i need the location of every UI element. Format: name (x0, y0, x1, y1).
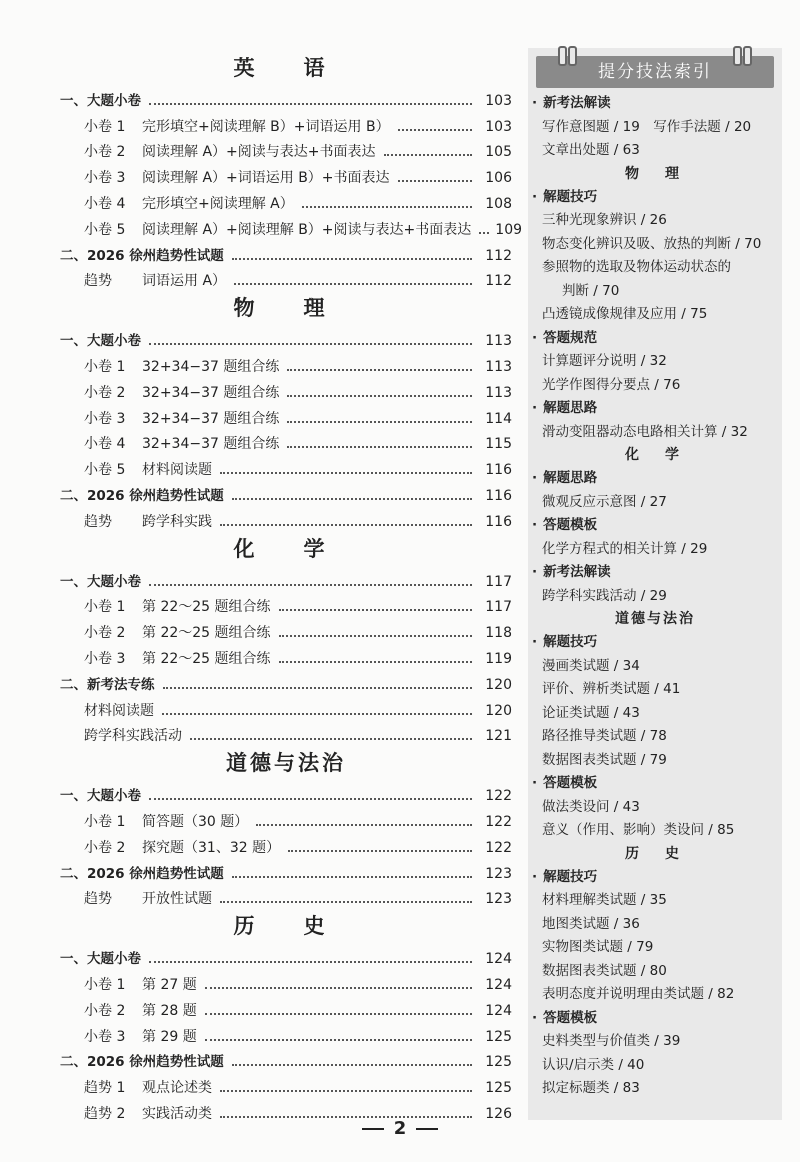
index-item[interactable]: 表明态度并说明理由类试题 / 82 (542, 986, 735, 1002)
leader-dots (149, 343, 472, 345)
toc-page-number: 106 (485, 170, 512, 187)
leader-dots (232, 1064, 472, 1066)
page-footer (0, 1118, 800, 1139)
leader-dots (287, 369, 472, 371)
toc-entry-row[interactable] (60, 161, 512, 187)
leader-dots (190, 738, 472, 740)
toc-entry-row[interactable] (60, 591, 512, 617)
leader-dots (149, 584, 472, 586)
toc-page-number: 118 (485, 625, 512, 642)
toc-entry-key: 小卷 2 (84, 384, 126, 401)
toc-entry-title: 完形填空+阅读理解 A） (142, 195, 294, 212)
index-category: · 解题思路 (528, 467, 782, 491)
index-category: · 答题模板 (528, 772, 782, 796)
index-item[interactable]: 凸透镜成像规律及应用 / 75 (542, 306, 708, 322)
index-item[interactable]: 文章出处题 / 63 (542, 142, 640, 158)
toc-page-number: 112 (485, 273, 512, 290)
toc-label (60, 1053, 224, 1071)
toc-label (84, 727, 182, 745)
toc-page-number: 120 (485, 702, 512, 719)
toc-label (60, 92, 141, 110)
table-of-contents (60, 50, 523, 1123)
leader-dots (279, 661, 472, 663)
toc-entry-key: 小卷 3 (84, 170, 126, 187)
index-item[interactable]: 化学方程式的相关计算 / 29 (542, 540, 708, 557)
leader-dots (220, 472, 472, 474)
leader-dots (288, 850, 472, 852)
toc-entry-key: 小卷 3 (84, 1028, 126, 1045)
toc-entry-key: 小卷 5 (84, 221, 126, 238)
index-subject-heading: 道德与法治 (615, 611, 695, 627)
toc-entry-title: 32+34−37 题组合练 (142, 410, 280, 427)
toc-section-row[interactable] (60, 779, 512, 805)
index-category: · 答题规范 (528, 327, 782, 351)
toc-entry-row[interactable] (60, 402, 512, 428)
toc-entry-row[interactable] (60, 1020, 512, 1046)
toc-section-row[interactable] (60, 239, 512, 265)
toc-entry-title: 二、2026 徐州趋势性试题 (60, 865, 224, 882)
subject-heading: 道德与法治 (226, 750, 346, 776)
binder-ring-icon (743, 46, 752, 66)
index-item[interactable]: 数据图表类试题 / 79 (542, 751, 667, 768)
toc-entry-row[interactable] (60, 968, 512, 994)
leader-dots (287, 421, 472, 423)
toc-entry-row[interactable] (60, 720, 512, 746)
toc-entry-title: 一、大题小卷 (60, 788, 141, 805)
leader-dots (205, 987, 472, 989)
leader-dots (302, 206, 472, 208)
toc-page-number: 112 (485, 247, 512, 264)
index-category: · 新考法解读 (528, 92, 782, 116)
toc-entry-title: 阅读理解 A）+词语运用 B）+书面表达 (142, 170, 390, 187)
toc-label (84, 461, 212, 479)
index-item[interactable]: 做法类设问 / 43 (542, 798, 640, 815)
index-item[interactable]: 计算题评分说明 / 32 (542, 353, 667, 369)
toc-entry-title: 实践活动类 (142, 1105, 212, 1122)
toc-entry-row[interactable] (60, 1071, 512, 1097)
index-item[interactable]: 数据图表类试题 / 80 (542, 962, 667, 979)
toc-label (60, 573, 141, 591)
toc-page-number: 114 (485, 410, 512, 427)
toc-label (84, 143, 376, 161)
toc-entry-title: 第 22～25 题组合练 (142, 625, 271, 642)
toc-entry-title: 简答题（30 题） (142, 813, 249, 830)
toc-page-number: 124 (485, 976, 512, 993)
toc-label (84, 358, 279, 376)
leader-dots (234, 283, 472, 285)
toc-entry-key: 小卷 1 (84, 118, 126, 135)
toc-entry-title: 第 22～25 题组合练 (142, 650, 271, 667)
toc-entry-title: 一、大题小卷 (60, 573, 141, 590)
toc-entry-row[interactable] (60, 110, 512, 136)
toc-label (60, 487, 224, 505)
leader-dots (287, 395, 472, 397)
toc-entry-key: 趋势 (84, 273, 112, 290)
toc-label (84, 272, 226, 290)
toc-entry-key: 小卷 2 (84, 625, 126, 642)
index-category: · 解题思路 (528, 397, 782, 421)
toc-page-number: 116 (485, 513, 512, 530)
index-subject-heading: 化 学 (625, 447, 685, 463)
subject-heading: 英 语 (233, 55, 339, 80)
toc-entry-title: 32+34−37 题组合练 (142, 436, 280, 453)
toc-label (84, 598, 271, 616)
toc-section-row[interactable] (60, 942, 512, 968)
toc-page-number: 103 (485, 92, 512, 109)
index-item[interactable]: 实物图类试题 / 79 (542, 939, 654, 955)
toc-page-number: 117 (485, 599, 512, 616)
toc-entry-row[interactable] (60, 694, 512, 720)
toc-entry-key: 小卷 4 (84, 195, 126, 212)
toc-entry-key: 小卷 3 (84, 410, 126, 427)
toc-page-number: 113 (485, 358, 512, 375)
index-item[interactable]: 滑动变阻器动态电路相关计算 / 32 (542, 423, 748, 440)
index-item[interactable]: 地图类试题 / 36 (542, 915, 640, 932)
toc-entry-row[interactable] (60, 994, 512, 1020)
subject-heading: 历 史 (233, 913, 339, 939)
toc-entry-row[interactable] (60, 883, 512, 909)
toc-entry-row[interactable] (60, 805, 512, 831)
toc-entry-title: 二、2026 徐州趋势性试题 (60, 487, 224, 504)
index-category: · 解题技巧 (528, 866, 782, 890)
index-item[interactable]: 三种光现象辨识 / 26 (542, 212, 667, 228)
toc-label (84, 1002, 197, 1020)
index-item[interactable]: 论证类试题 / 43 (542, 704, 640, 721)
toc-page-number: 125 (485, 1028, 512, 1045)
toc-section-row[interactable] (60, 324, 512, 350)
toc-label (60, 865, 224, 883)
toc-entry-title: 二、2026 徐州趋势性试题 (60, 1054, 224, 1071)
leader-dots (232, 498, 472, 500)
toc-entry-row[interactable] (60, 265, 512, 291)
index-panel-header (536, 56, 774, 88)
toc-label (84, 624, 271, 642)
toc-page-number: 109 (495, 221, 523, 238)
toc-entry-title: 第 28 题 (142, 1002, 197, 1019)
toc-page-number: 123 (485, 891, 512, 908)
leader-dots (384, 154, 473, 156)
toc-entry-row[interactable] (60, 616, 512, 642)
leader-dots (398, 180, 472, 182)
leader-dots (162, 713, 472, 715)
toc-entry-row[interactable] (60, 642, 512, 668)
index-category: · 答题模板 (528, 1007, 782, 1031)
toc-entry-title: 探究题（31、32 题） (142, 839, 281, 856)
toc-label (84, 221, 471, 239)
toc-label (84, 118, 390, 136)
toc-page-number: 120 (485, 676, 512, 693)
toc-section-row[interactable] (60, 565, 512, 591)
toc-entry-title: 词语运用 A） (142, 273, 227, 290)
toc-entry-key: 趋势 1 (84, 1080, 126, 1097)
toc-label (60, 950, 141, 968)
toc-section-row[interactable] (60, 857, 512, 883)
toc-label (84, 410, 279, 428)
toc-label (84, 890, 212, 908)
toc-page-number: 123 (485, 865, 512, 882)
toc-label (84, 435, 279, 453)
toc-label (60, 332, 141, 350)
toc-label (84, 813, 248, 831)
toc-section-row[interactable] (60, 479, 512, 505)
toc-label (84, 650, 271, 668)
toc-entry-title: 二、新考法专练 (60, 676, 155, 693)
leader-dots (279, 609, 472, 611)
toc-entry-key: 趋势 (84, 891, 112, 908)
leader-dots (205, 1039, 472, 1041)
toc-label (84, 976, 197, 994)
toc-page-number: 122 (485, 788, 512, 805)
index-category: · 解题技巧 (528, 186, 782, 210)
toc-entry-title: 完形填空+阅读理解 B）+词语运用 B） (142, 118, 390, 135)
toc-entry-title: 第 27 题 (142, 976, 197, 993)
toc-entry-title: 材料阅读题 (142, 462, 212, 479)
toc-label (84, 195, 294, 213)
toc-page-number: 124 (485, 1002, 512, 1019)
toc-entry-title: 32+34−37 题组合练 (142, 358, 280, 375)
toc-entry-key: 小卷 2 (84, 144, 126, 161)
index-item[interactable]: 拟定标题类 / 83 (542, 1080, 640, 1096)
index-item[interactable]: 判断 / 70 (562, 282, 620, 299)
binder-ring-icon (733, 46, 742, 66)
toc-page-number: 125 (485, 1080, 512, 1097)
index-item[interactable]: 史料类型与价值类 / 39 (542, 1033, 681, 1049)
toc-page-number: 117 (485, 573, 512, 590)
toc-entry-key: 小卷 1 (84, 976, 126, 993)
leader-dots (149, 798, 472, 800)
index-item[interactable]: 跨学科实践活动 / 29 (542, 587, 667, 604)
toc-entry-title: 跨学科实践 (142, 513, 212, 530)
toc-label (84, 169, 390, 187)
toc-entry-row[interactable] (60, 376, 512, 402)
toc-label (84, 1028, 197, 1046)
toc-entry-row[interactable] (60, 213, 523, 239)
leader-dots (149, 961, 472, 963)
leader-dots (205, 1013, 472, 1015)
toc-label (84, 384, 279, 402)
toc-page-number: 116 (485, 462, 512, 479)
index-item[interactable]: 物态变化辨识及吸、放热的判断 / 70 (542, 235, 762, 252)
index-list (528, 92, 782, 1101)
binder-ring-icon (558, 46, 567, 66)
toc-entry-key: 小卷 3 (84, 650, 126, 667)
toc-section-row[interactable] (60, 1046, 512, 1072)
toc-entry-title: 阅读理解 A）+阅读理解 B）+阅读与表达+书面表达 (142, 221, 472, 238)
toc-entry-title: 二、2026 徐州趋势性试题 (60, 247, 224, 264)
leader-dots (256, 824, 472, 826)
index-item[interactable]: 微观反应示意图 / 27 (542, 493, 667, 510)
toc-page-number: 113 (485, 333, 512, 350)
toc-label (84, 513, 212, 531)
toc-page-number: 115 (485, 436, 512, 453)
toc-label (60, 247, 224, 265)
toc-entry-row[interactable] (60, 350, 512, 376)
toc-entry-title: 观点论述类 (142, 1080, 212, 1097)
index-item[interactable]: 漫画类试题 / 34 (542, 657, 640, 674)
leader-dots (232, 876, 472, 878)
toc-entry-title: 一、大题小卷 (60, 951, 141, 968)
leader-dots (279, 635, 472, 637)
toc-entry-title: 一、大题小卷 (60, 92, 141, 109)
toc-entry-row[interactable] (60, 136, 512, 162)
toc-page-number: 125 (485, 1054, 512, 1071)
leader-dots (232, 258, 472, 260)
index-item[interactable]: 评价、辨析类试题 / 41 (542, 681, 681, 697)
toc-page-number: 124 (485, 951, 512, 968)
toc-page-number: 121 (485, 728, 512, 745)
index-item[interactable]: 路径推导类试题 / 78 (542, 728, 667, 744)
subject-heading: 物 理 (233, 295, 339, 321)
index-panel-title: 提分技法索引 (598, 62, 712, 82)
toc-entry-row[interactable] (60, 428, 512, 454)
toc-entry-title: 第 22～25 题组合练 (142, 599, 271, 616)
toc-label (60, 676, 155, 694)
footer-dash (362, 1128, 384, 1130)
toc-entry-title: 阅读理解 A）+阅读与表达+书面表达 (142, 144, 376, 161)
index-category: · 解题技巧 (528, 631, 782, 655)
toc-page-number: 105 (485, 144, 512, 161)
index-item[interactable]: 认识/启示类 / 40 (542, 1056, 645, 1073)
toc-page-number: 113 (485, 384, 512, 401)
toc-page-number: 103 (485, 118, 512, 135)
toc-section-row[interactable] (60, 84, 512, 110)
leader-dots (398, 129, 472, 131)
toc-section-row[interactable] (60, 668, 512, 694)
toc-label (60, 787, 141, 805)
index-item[interactable]: 材料理解类试题 / 35 (542, 892, 667, 908)
toc-entry-row[interactable] (60, 505, 512, 531)
index-subject-heading: 历 史 (625, 845, 685, 862)
index-category: · 新考法解读 (528, 561, 782, 585)
toc-entry-title: 第 29 题 (142, 1028, 197, 1045)
index-subject-heading: 物 理 (625, 165, 685, 182)
toc-page-number: 126 (485, 1105, 512, 1122)
leader-dots (220, 1090, 472, 1092)
toc-page-number: 116 (485, 487, 512, 504)
subject-heading: 化 学 (233, 535, 339, 561)
toc-entry-key: 小卷 5 (84, 462, 126, 479)
toc-entry-key: 小卷 2 (84, 1002, 126, 1019)
leader-dots (220, 901, 472, 903)
page-number: 2 (393, 1118, 407, 1139)
toc-entry-title: 32+34−37 题组合练 (142, 384, 280, 401)
toc-entry-title: 开放性试题 (142, 891, 212, 908)
toc-page-number: 122 (485, 813, 512, 830)
leader-dots (287, 446, 472, 448)
index-item[interactable]: 参照物的选取及物体运动状态的 (542, 259, 731, 275)
toc-entry-title: 一、大题小卷 (60, 333, 141, 350)
toc-entry-row[interactable] (60, 453, 512, 479)
footer-dash (416, 1128, 438, 1130)
toc-entry-key: 小卷 1 (84, 358, 126, 375)
toc-entry-key: 小卷 2 (84, 839, 126, 856)
index-item[interactable]: 意义（作用、影响）类设问 / 85 (542, 822, 735, 838)
leader-dots (220, 524, 472, 526)
index-item[interactable]: 光学作图得分要点 / 76 (542, 376, 681, 393)
leader-dots (149, 103, 472, 105)
toc-label (84, 702, 154, 720)
toc-entry-key: 小卷 4 (84, 436, 126, 453)
toc-entry-title: 跨学科实践活动 (84, 728, 182, 745)
toc-label (84, 839, 280, 857)
toc-entry-key: 趋势 2 (84, 1105, 126, 1122)
toc-label (84, 1079, 212, 1097)
leader-dots (163, 687, 473, 689)
binder-ring-icon (568, 46, 577, 66)
toc-entry-row[interactable] (60, 187, 512, 213)
toc-page-number: 108 (485, 195, 512, 212)
index-category: · 答题模板 (528, 514, 782, 538)
toc-entry-title: 材料阅读题 (84, 702, 154, 719)
toc-entry-key: 趋势 (84, 513, 112, 530)
toc-entry-key: 小卷 1 (84, 599, 126, 616)
toc-page-number: 122 (485, 839, 512, 856)
toc-entry-key: 小卷 1 (84, 813, 126, 830)
index-item[interactable]: 写作意图题 / 19 写作手法题 / 20 (542, 118, 752, 135)
toc-page-number: 119 (485, 650, 512, 667)
leader-dots (479, 232, 489, 234)
toc-entry-row[interactable] (60, 831, 512, 857)
index-panel (528, 48, 782, 1120)
